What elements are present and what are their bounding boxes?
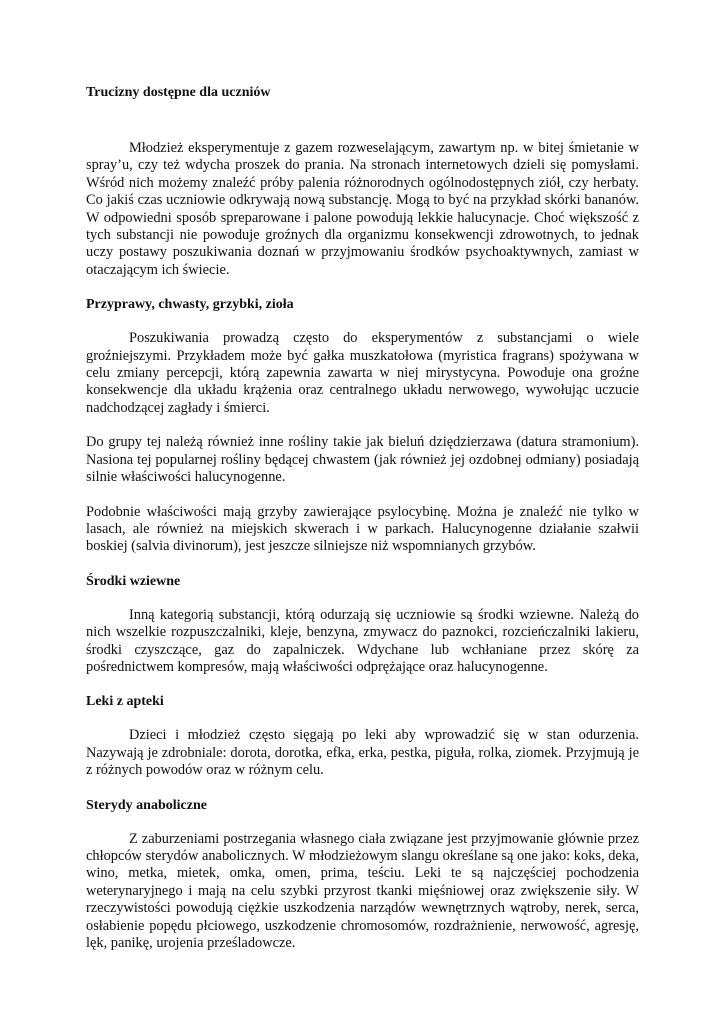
document-page: [86, 84, 639, 952]
section-srodki-wziewne: [86, 573, 639, 677]
section-paragraph: Dzieci i młodzież często sięgają po leki aby wprowadzić się w stan odurzenia. Nazywają je zdrobniale: dorota, dorotka, efka, erka, pestka, piguła, rolka, ziomek. Przyjmują je z różnych powodów oraz w różnym celu.: [86, 727, 639, 779]
section-heading: Środki wziewne: [86, 573, 181, 589]
section-leki-z-apteki: [86, 693, 639, 779]
section-paragraph: Poszukiwania prowadzą często do eksperymentów z substancjami o wiele groźniejszymi. Przykładem może być gałka muszkatołowa (myristica fragrans) spożywana w celu zmiany percepcji, którą zapewnia zawarta w niej mirystycyna. Powoduje ona groźne konsekwencje dla układu krążenia oraz centralnego układu nerwowego, wywołując uczucie nadchodzącej zagłady i śmierci.: [86, 330, 639, 416]
section-heading: Sterydy anaboliczne: [86, 797, 207, 813]
intro-paragraph: Młodzież eksperymentuje z gazem rozweselającym, zawartym np. w bitej śmietanie w spray’u, czy też wdycha proszek do prania. Na stronach internetowych dzieli się pomysłami. Wśród nich możemy znaleźć próby palenia różnorodnych ogólnodostępnych ziół, czy herbaty. Co jakiś czas uczniowie odkrywają nową substancję. Mogą to być na przykład skórki bananów. W odpowiedni sposób spreparowane i palone powodują lekkie halucynacje. Choć większość z tych substancji nie powoduje groźnych dla organizmu konsekwencji zdrowotnych, to jednak uczy postawy poszukiwania doznań w przyjmowaniu środków psychoaktywnych, zamiast w otaczającym ich świecie.: [86, 140, 639, 278]
section-paragraph: Z zaburzeniami postrzegania własnego ciała związane jest przyjmowanie głównie przez chłopców sterydów anabolicznych. W młodzieżowym slangu określane są one jako: koks, deka, wino, metka, mietek, omka, omen, prima, teściu. Leki te są najczęściej pochodzenia weterynaryjnego i mają na celu szybki przyrost tkanki mięśniowej oraz zwiększenie siły. W rzeczywistości powodują ciężkie uszkodzenia narządów wewnętrznych wątroby, nerek, serca, osłabienie popędu płciowego, uszkodzenie chromosomów, rozdrażnienie, nerwowość, agresję, lęk, panikę, urojenia prześladowcze.: [86, 830, 639, 951]
section-paragraph: Inną kategorią substancji, którą odurzają się uczniowie są środki wziewne. Należą do nich wszelkie rozpuszczalniki, kleje, benzyna, zmywacz do paznokci, rozcieńczalniki lakieru, środki czyszczące, gaz do zapalniczek. Wdychane lub wchłaniane przez skórę za pośrednictwem kompresów, mają właściwości odprężające oraz halucynogenne.: [86, 606, 639, 675]
section-heading: Przyprawy, chwasty, grzybki, zioła: [86, 297, 294, 313]
section-przyprawy: [86, 296, 639, 555]
document-title: Trucizny dostępne dla uczniów: [86, 85, 271, 100]
section-paragraph: Do grupy tej należą również inne rośliny takie jak bieluń dziędzierzawa (datura stramonium). Nasiona tej popularnej rośliny będącej chwastem (jak również jej ozdobnej odmiany) posiadają silnie właściwości halucynogenne.: [86, 434, 639, 486]
section-sterydy: [86, 797, 639, 953]
section-paragraph: Podobnie właściwości mają grzyby zawierające psylocybinę. Można je znaleźć nie tylko w lasach, ale również na miejskich skwerach i w parkach. Halucynogenne działanie szałwii boskiej (salvia divinorum), jest jeszcze silniejsze niż wspomnianych grzybów.: [86, 503, 639, 555]
section-heading: Leki z apteki: [86, 694, 164, 710]
